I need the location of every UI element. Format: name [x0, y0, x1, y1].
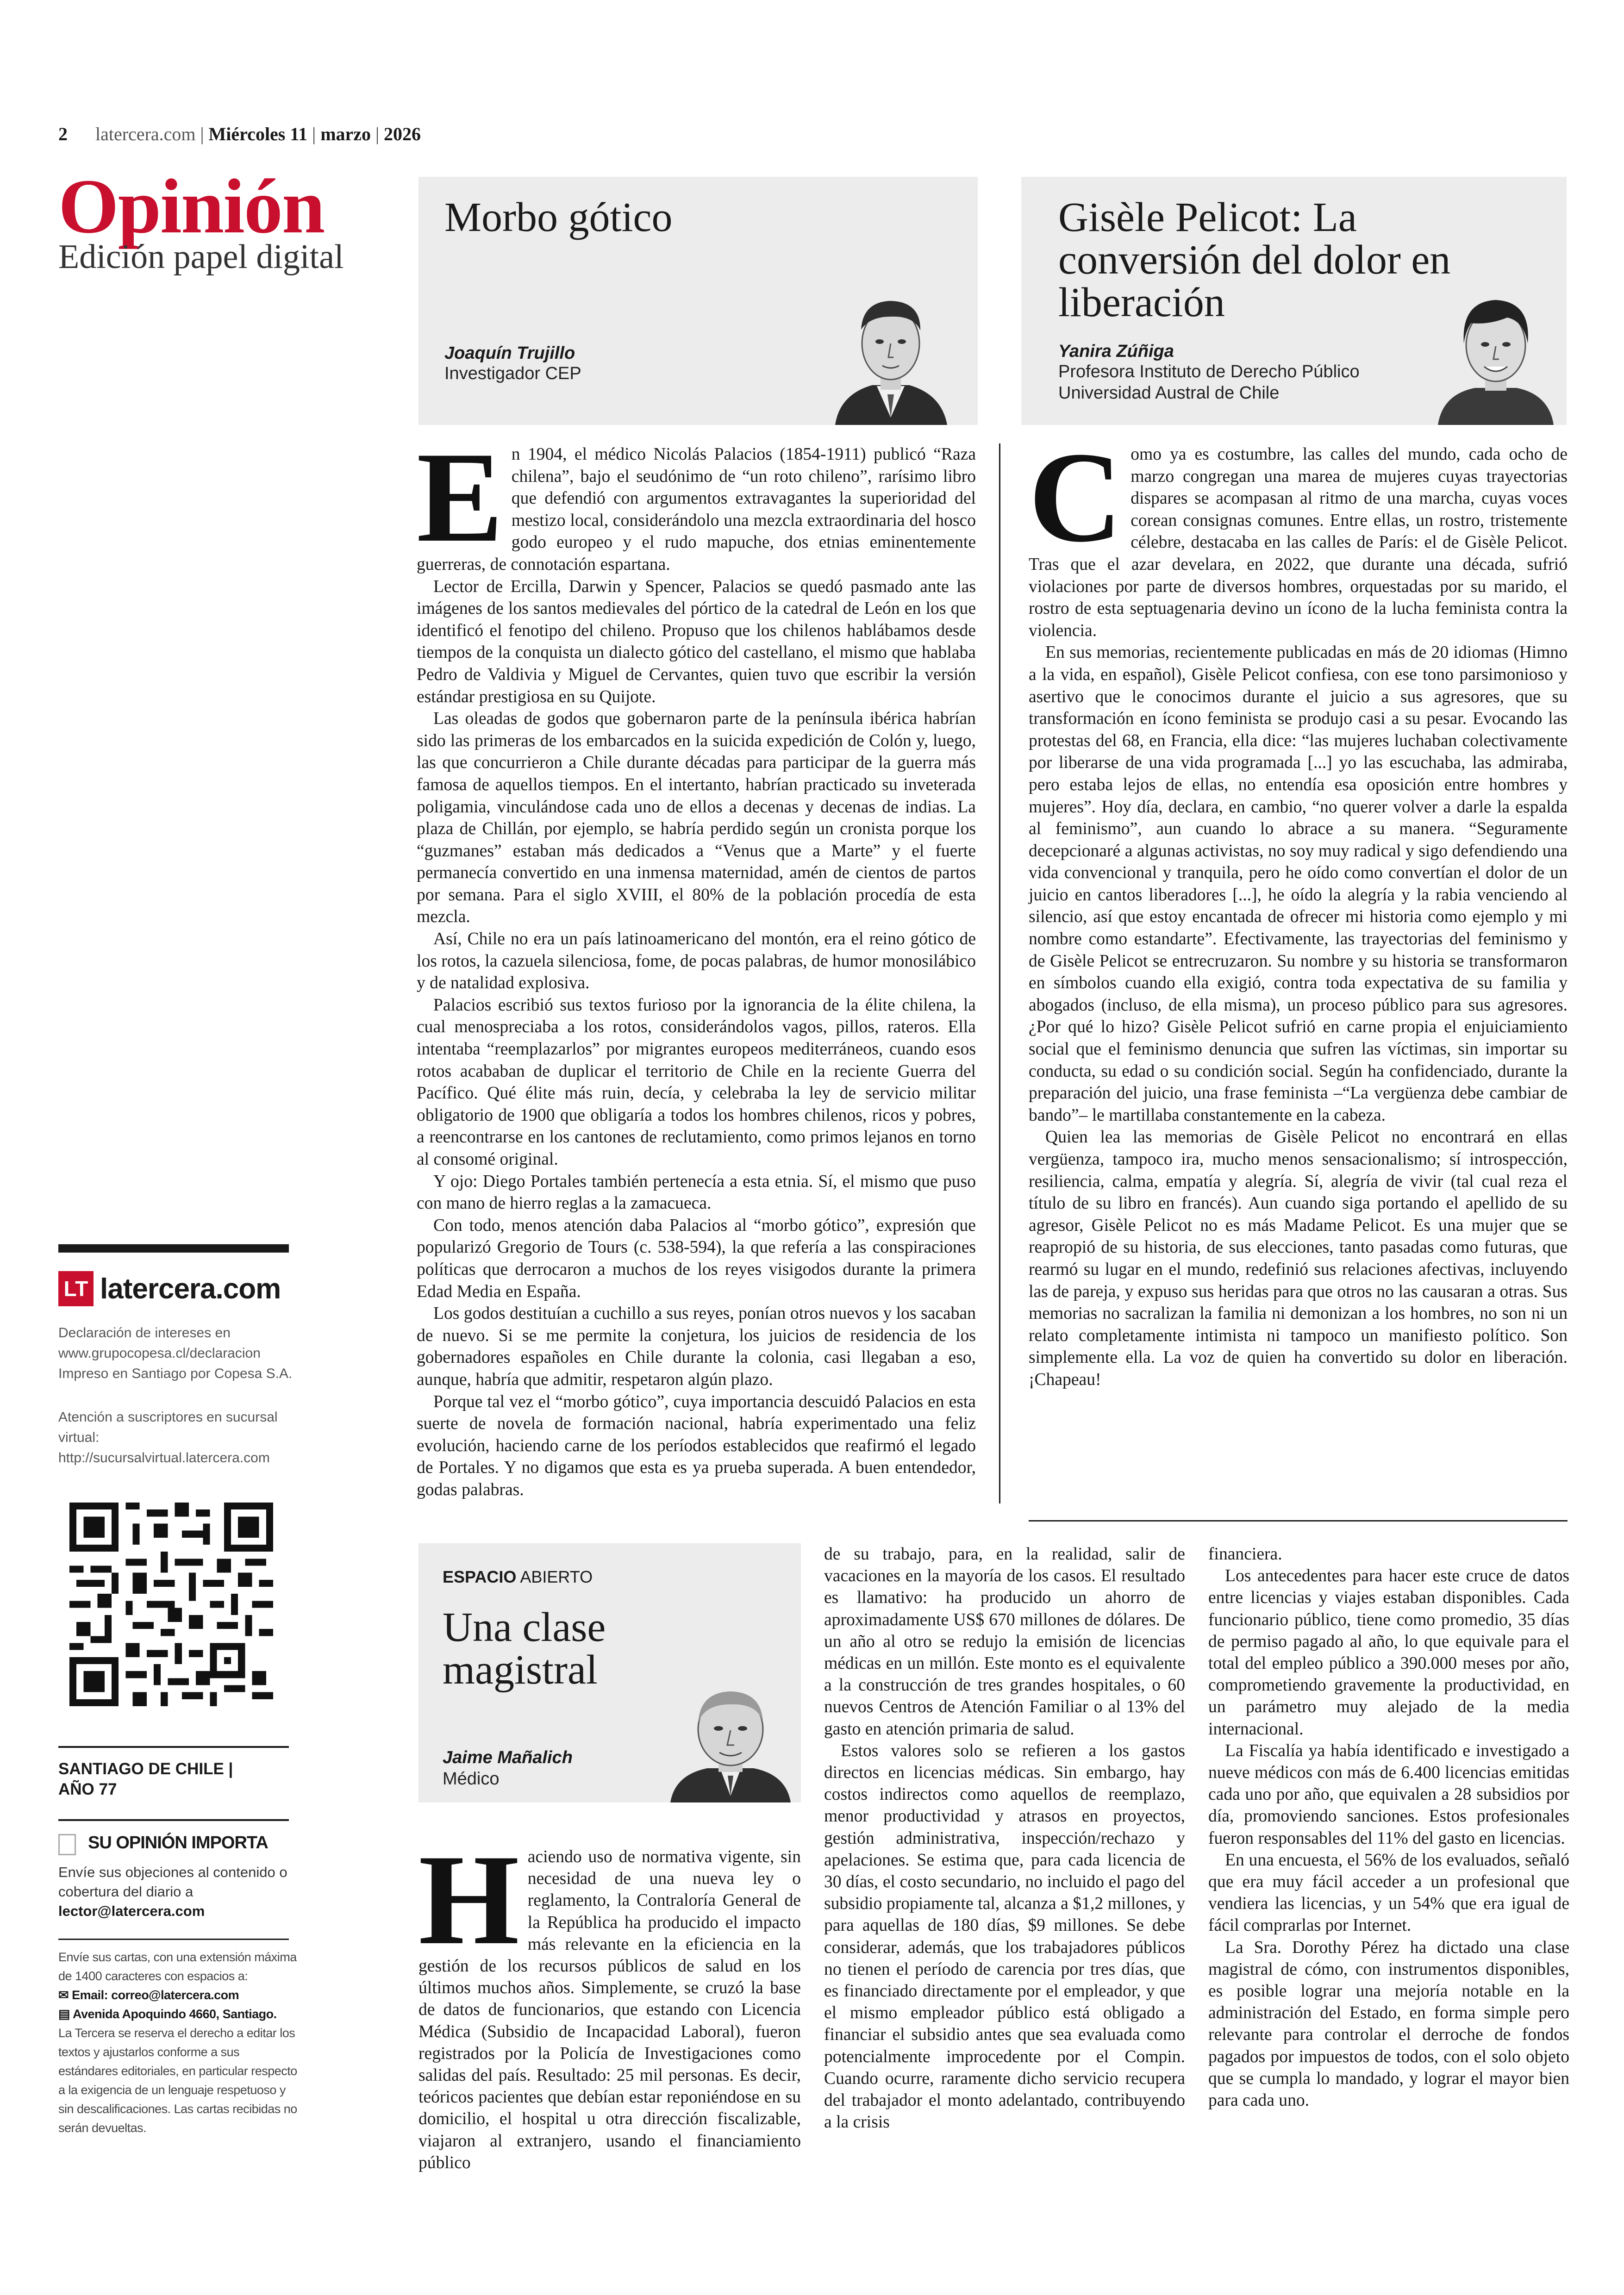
article3-paragraph: de su trabajo, para, en la realidad, salir de vacaciones en la mayoría de los casos. El resultado es llamativo: ha producido un ahorro de aproximadamente US$ 670 millones de dólares. De un año al otro se redujo la emisión de licencias médicas en un millón. Este monto es el equivalente a la construcción de tres grandes hospitales, o 60 nuevos Centros de Atención Familiar o al 13% del gasto en atención primaria de salud. [824, 1545, 1185, 1739]
author-portrait-manalich [661, 1671, 800, 1802]
article2-dropcap: C [1029, 425, 1123, 569]
article2-title: Gisèle Pelicot: La conversión del dolor en liberación [1058, 194, 1451, 325]
sidebar-rule-3 [58, 1939, 289, 1940]
mail-icon: ▤ [58, 2007, 73, 2021]
article2-header [1021, 177, 1567, 425]
page-header: 2 latercera.com | Miércoles 11 | marzo | 2026 [58, 124, 421, 144]
article1-body [417, 425, 976, 1501]
article1-paragraph: Palacios escribió sus textos furioso por la ignorancia de la élite chilena, la cual menospreciaba a los rotos, considerándolos vagos, pillos, rateros. Ella intentaba “reemplazarlos” por migrantes europeos mediterráneos, cuando esos rotos acababan de duplicar el territorio de Chile en la reciente Guerra del Pacífico. Qué élite más ruin, decía, y celebraba la ley de servicio militar obligatorio de 1900 que obligaría a todos los hombres chilenos, ricos y pobres, a reencontrarse en los cantones de reclutamiento, como primos lejanos en torno al consomé original. [417, 995, 976, 1169]
article2-role-2: Universidad Austral de Chile [1058, 383, 1280, 403]
author-portrait-zuniga [1429, 279, 1563, 425]
article3-author: Jaime Mañalich [443, 1748, 573, 1767]
sidebar-rule-1 [58, 1746, 289, 1748]
article3-paragraph: La Sra. Dorothy Pérez ha dictado una clase magistral de cómo, con instrumentos disponibles, es posible lograr una mejoría notable en la administración del Estado, en forma simple pero relevante para controlar el derroche de fondos pagados por impuestos de todos, con el solo objeto que se cumpla lo mandado, y lograr el mayor bien para cada uno. [1208, 1938, 1569, 2110]
cartas-block [58, 1948, 299, 2138]
article1-paragraph: Y ojo: Diego Portales también pertenecía a esta etnia. Sí, el mismo que puso con mano de hierro reglas a la zamacueca. [417, 1172, 976, 1213]
cartas-text: Envíe sus cartas, con una extensión máxima de 1400 caracteres con espacios a: [58, 1950, 297, 1983]
su-opinion-email[interactable]: lector@latercera.com [58, 1903, 205, 1919]
su-opinion-text: Envíe sus objeciones al contenido o cobertura del diario a [58, 1864, 287, 1900]
article1-dropcap: E [417, 425, 503, 569]
article3-paragraph: Estos valores solo se refieren a los gastos directos en licencias médicas. Sin embargo, hay costos indirectos como aquellos de reemplazo, menor productividad y atrasos en proyectos, gestión administrativa, inspección/rechazo y apelaciones. Se estima que, para cada licencia de 30 días, el costo secundario, no incluido el pago del subsidio propiamente tal, alcanza a $1,2 millones, y para aquellas de 180 días, $9 millones. Se debe considerar, además, que los trabajadores públicos no tienen el período de carencia por tres días, que es financiado directamente por el empleador, y que el mismo empleador público está obligado a financiar el subsidio antes que sea evaluada como potencialmente improcedente por el Compin. Cuando ocurre, raramente dicho servicio recupera del trabajador el monto adelantado, contribuyendo a la crisis [824, 1741, 1185, 2132]
article2-paragraph: Quien lea las memorias de Gisèle Pelicot no encontrará en ellas vergüenza, tampoco ira, mucho menos sensacionalismo; sí introspección, resiliencia, calma, empatía y alegría. Sí, alegría de vivir (tal cual reza el título de su libro en francés). Aun cuando siga portando el apellido de su agresor, Gisèle Pelicot no es más Madame Pelicot. Es una mujer que se reapropió de su historia, de sus elecciones, tanto pasadas como futuras, que rearmó su lugar en el mundo, redefinió sus relaciones afectivas, incluyendo las de pareja, y expuso sus heridas para que otros no las causaran a otras. Sus memorias no sacralizan la familia ni demonizan a los hombres, no son ni un relato completamente intimista ni tampoco un manifiesto político. Son simplemente ella. La voz de quien ha convertido su dolor en liberación. ¡Chapeau! [1029, 1128, 1568, 1389]
article3-dropcap: H [418, 1827, 519, 1971]
article3-paragraph: En una encuesta, el 56% de los evaluados, señaló que era muy fácil acceder a un profesional que vendiera las licencias, y un 54% que era igual de fácil comprarlas por Internet. [1208, 1850, 1569, 1935]
latercera-logo[interactable] [58, 1271, 281, 1306]
header-month: marzo [320, 124, 371, 144]
section-title: Opinión [58, 163, 325, 249]
article1-paragraph: Con todo, menos atención daba Palacios al “morbo gótico”, expresión que popularizó Gregorio de Tours (c. 538-594), la que refería a las conspiraciones políticas que derrocaron a muchos de los reyes visigodos durante la primera Edad Media en España. [417, 1216, 976, 1301]
header-day: Miércoles 11 [208, 124, 308, 144]
article2-paragraph: omo ya es costumbre, las calles del mundo, cada ocho de marzo congregan una marea de mujeres cuyas trayectorias dispares se acompasan al ritmo de una marcha, cuyas voces corean consignas comunes. Entre ellas, un rostro, tristemente célebre, destacaba en las calles de París: el de Gisèle Pelicot. Tras que el azar develara, en 2022, que durante una década, sufrió violaciones por parte de diversos hombres, orquestadas por su marido, el rostro de esta septuagenaria devino un ícono de la lucha feminista contra la violencia. [1029, 445, 1568, 640]
logo-text: latercera.com [100, 1272, 281, 1305]
author-portrait-trujillo [821, 279, 960, 425]
year-label: AÑO 77 [58, 1780, 117, 1798]
article2-paragraph: En sus memorias, recientemente publicadas en más de 20 idiomas (Himno a la vida, en español), Gisèle Pelicot confiesa, con ese tono parsimonioso y asertivo que le conocimos durante el juicio a sus agresores, que su transformación en ícono feminista se produjo casi a su pesar. Evocando las protestas del 68, en Francia, ella dice: “las mujeres luchaban colectivamente por liberarse de una vida programada [...] yo las escuchaba, las admiraba, pero estaba lejos de ellas, no entendía esa oposición entre hombres y mujeres”. Hoy día, declara, en cambio, “no querer volver a darle la espalda al feminismo”, aun cuando lo abrace a su manera. “Seguramente decepcionaré a algunas activistas, no soy muy radical y sigo defendiendo una vida convencional y tranquila, pero he oído como convertían el dolor de un juicio en cantos liberadores [...], he oído la alegría y la rabia venciendo al silencio, así que estoy encantada de ofrecer mi historia como ejemplo y mi nombre como estandarte”. Efectivamente, las trayectorias del feminismo y de Gisèle Pelicot se entrecruzaron. Su nombre y su historia se transformaron en símbolos cuando ella exigió, contra toda expectativa de su familia y abogados (incluso, de ella misma), un proceso público para sus agresores. ¿Por qué lo hizo? Gisèle Pelicot sufrió en carne propia el enjuiciamiento social que el feminismo denuncia que sufren las víctimas, sin importar su conducta, su edad o su condición social. Según ha confidenciado, durante la preparación del juicio, una frase feminista –“La vergüenza debe cambiar de bando”– le martillaba constantemente en la cabeza. [1029, 643, 1568, 1125]
article1-title: Morbo gótico [444, 194, 673, 240]
article1-header [418, 177, 978, 425]
article3-title: Una clase magistral [443, 1604, 606, 1693]
header-year: 2026 [384, 124, 421, 144]
document-icon [58, 1834, 76, 1855]
article3-paragraph: aciendo uso de normativa vigente, sin necesidad de una nueva ley o reglamento, la Contraloría General de la República ha producido el impacto más relevante en la eficiencia en la gestión de los recursos públicos de salud en los últimos muchos años. Simplemente, se cruzó la base de datos de funcionarios, que estando con Licencia Médica (Subsidio de Incapacidad Laboral), fueron registrados por la Policía de Investigaciones como salidas del país. Resultado: 25 mil personas. Es decir, teóricos pacientes que debían estar reponiéndose en su domicilio, el hospital u otra dirección fiscalizable, viajaron al extranjero, usando el financiamiento público [418, 1847, 801, 2172]
sidebar-rule-2 [58, 1819, 289, 1821]
article1-role: Investigador CEP [444, 364, 581, 383]
article1-paragraph: n 1904, el médico Nicolás Palacios (1854-1911) publicó “Raza chilena”, bajo el seudónimo de “un roto chileno”, rarísimo libro que defendió con argumentos extravagantes la superioridad del mestizo local, considerándolo una mezcla extraordinaria del hosco godo europeo y el rudo mapuche, dos etnias eminentemente guerreras, de connotación espartana. [417, 445, 976, 574]
cartas-note: La Tercera se reserva el derecho a editar los textos y ajustarlos conforme a sus estándares editoriales, en particular respecto a la exigencia de un lenguaje respetuoso y sin descalificaciones. Las cartas recibidas no serán devueltas. [58, 2026, 297, 2135]
espacio-abierto-label: ESPACIO ABIERTO [443, 1567, 593, 1586]
sidebar-divider [58, 1244, 289, 1253]
qr-code[interactable] [69, 1503, 273, 1706]
article1-paragraph: Las oleadas de godos que gobernaron parte de la península ibérica habrían sido las primeras de los embarcados en la suicida expedición de Colón y, luego, las que concurrieron a Chile durante décadas para participar de la guerra más famosa de aquellos tiempos. En el intertanto, habrían practicado su inveterada poligamia, vinculándose cada uno de ellos a decenas y decenas de indias. La plaza de Chillán, por ejemplo, se habría perdido según un cronista porque los “guzmanes” estaban más dedicados a “Venus que a Marte” y el fuerte permanecía convertido en una inmensa maternidad, amén de cientos de partos por semana. Para el siglo XVIII, el 80% de la población procedía de esta mezcla. [417, 709, 976, 927]
article2-body [1029, 425, 1568, 1391]
article1-author: Joaquín Trujillo [444, 343, 575, 363]
city-label: SANTIAGO DE CHILE | [58, 1760, 233, 1778]
article3-column-3 [1208, 1543, 1569, 2111]
article3-paragraph: Los antecedentes para hacer este cruce de datos entre licencias y viajes estaban disponibles. Cada funcionario público, tiene como promedio, 35 días de permiso pagado al año, lo que equivale para el total del empleo público a 390.000 meses por año, comprometiendo gravemente la productividad, en un parámetro muy alejado de la media internacional. [1208, 1566, 1569, 1739]
declaracion-text: Declaración de intereses en www.grupocopesa.cl/declaracion Impreso en Santiago por Copesa S.A. [58, 1325, 293, 1381]
page-number: 2 [58, 124, 68, 144]
article2-author: Yanira Zúñiga [1058, 342, 1174, 361]
section-subtitle: Edición papel digital [58, 238, 344, 276]
article3-paragraph: financiera. [1208, 1545, 1282, 1564]
article1-paragraph: Así, Chile no era un país latinoamericano del montón, era el reino gótico de los rotos, la cazuela silenciosa, fome, de pocas palabras, de humor monosilábico y de natalidad explosiva. [417, 929, 976, 993]
atencion-text: Atención a suscriptores en sucursal virtual: http://sucursalvirtual.latercera.com [58, 1409, 278, 1466]
city-year [58, 1759, 233, 1800]
cartas-email[interactable]: Email: correo@latercera.com [72, 1988, 239, 2002]
article1-paragraph: Lector de Ercilla, Darwin y Spencer, Palacios se quedó pasmado ante las imágenes de los santos medievales del pórtico de la catedral de León en los que identificó el fenotipo del chileno. Propuso que los chilenos hablábamos desde tiempos de la conquista un dialecto gótico del castellano, el mismo que hablaba Pedro de Valdivia y Miguel de Cervantes, quien tuvo que escribir la versión estándar prestigiosa en su Quijote. [417, 577, 976, 706]
article3-column-1 [418, 1827, 801, 2174]
su-opinion-title: SU OPINIÓN IMPORTA [88, 1833, 268, 1852]
email-icon: ✉ [58, 1988, 72, 2002]
article1-paragraph: Los godos destituían a cuchillo a sus reyes, ponían otros nuevos y los sacaban de nuevo. Si se me permite la conjetura, los juicios de residencia de los gobernadores españoles en Chile durante la colonia, casi llegaban a eso, aunque, habría que admitir, respetaron algún plazo. [417, 1304, 976, 1389]
site-name[interactable]: latercera.com [95, 124, 196, 144]
lt-logo-icon: LT [58, 1271, 94, 1306]
article3-role: Médico [443, 1769, 500, 1789]
article2-role-1: Profesora Instituto de Derecho Público [1058, 362, 1360, 381]
article3-column-2 [824, 1543, 1185, 2133]
article3-header [418, 1543, 801, 1802]
section-divider [1029, 1520, 1568, 1522]
column-divider [999, 443, 1000, 1503]
article3-paragraph: La Fiscalía ya había identificado e investigado a nueve médicos con más de 6.400 licencias emitidas cada uno por año, que equivalen a 28 subsidios por día, promoviendo sanciones. Estos profesionales fueron responsables del 11% del gasto en licencias. [1208, 1741, 1569, 1848]
cartas-address: Avenida Apoquindo 4660, Santiago. [73, 2007, 277, 2021]
article1-paragraph: Porque tal vez el “morbo gótico”, cuya importancia descuidó Palacios en esta suerte de novela de formación nacional, habría experimentado una feliz evolución, haciendo carne de los períodos establecidos que reafirmó el legado de Portales. Y no digamos que esta es ya prueba superada. A buen entendedor, godas palabras. [417, 1392, 976, 1499]
su-opinion-block [58, 1863, 299, 1921]
